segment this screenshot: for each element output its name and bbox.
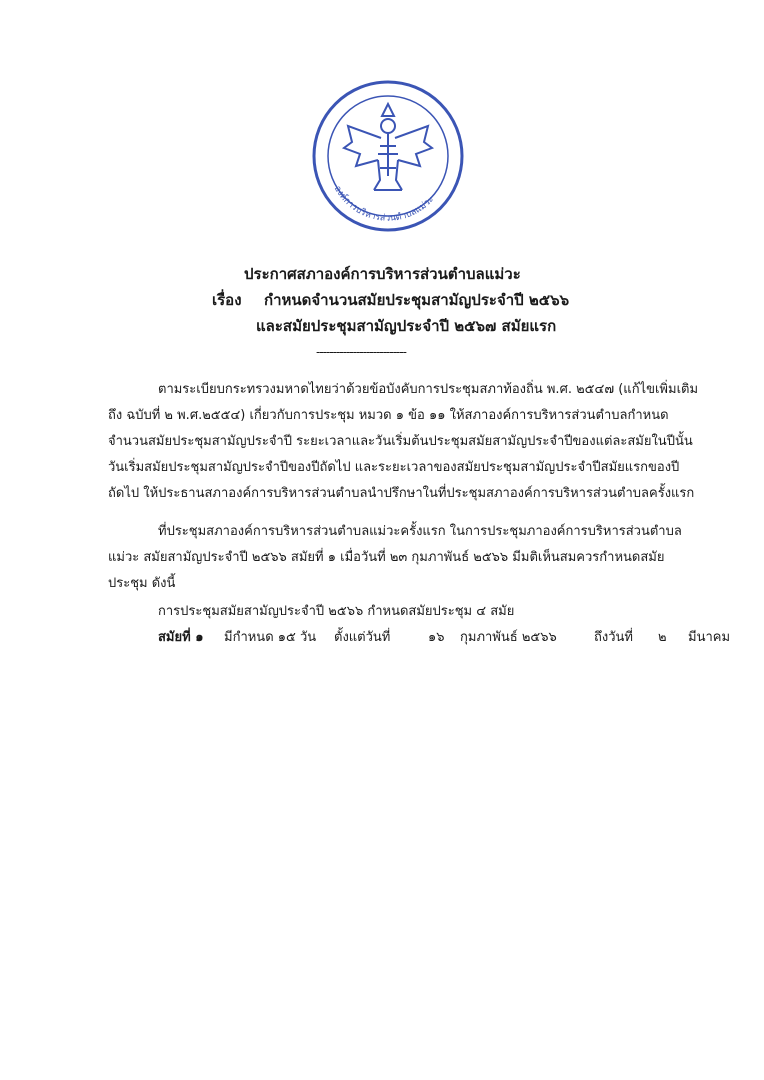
- subject-text-line2: และสมัยประชุมสามัญประจำปี ๒๕๖๗ สมัยแรก: [256, 317, 557, 335]
- session-to-day: ๒: [658, 630, 667, 645]
- announcement-title: ประกาศสภาองค์การบริหารส่วนตำบลแม่วะ: [244, 265, 521, 283]
- session-label: สมัยที่ ๑: [158, 630, 204, 645]
- session-to-label: ถึงวันที่: [594, 630, 633, 645]
- svg-text:องค์การบริหารส่วนตำบลแม่วะ: องค์การบริหารส่วนตำบลแม่วะ: [331, 184, 437, 224]
- session-duration: มีกำหนด ๑๕ วัน: [224, 630, 317, 645]
- subject-text: กำหนดจำนวนสมัยประชุมสามัญประจำปี ๒๕๖๖: [264, 291, 570, 309]
- session-to-month: มีนาคม: [688, 630, 731, 645]
- paragraph-1-line: วันเริ่มสมัยประชุมสามัญประจำปีของปีถัดไป และระยะเวลาของสมัยประชุมสามัญประจำปีสมัยแรกของปี: [108, 460, 680, 475]
- paragraph-2-line: ประชุม ดังนี้: [108, 576, 176, 591]
- paragraph-2-line: ที่ประชุมสภาองค์การบริหารส่วนตำบลแม่วะครั้งแรก ในการประชุมภาองค์การบริหารส่วนตำบล: [158, 524, 682, 539]
- paragraph-1-line: ตามระเบียบกระทรวงมหาดไทยว่าด้วยข้อบังคับการประชุมสภาท้องถิ่น พ.ศ. ๒๕๔๗ (แก้ไขเพิ่มเติม: [158, 382, 699, 397]
- paragraph-1-line: จำนวนสมัยประชุมสามัญประจำปี ระยะเวลาและวันเริ่มต้นประชุมสมัยสามัญประจำปีของแต่ละสมัยในปีนั้น: [108, 434, 693, 449]
- section-2566-heading: การประชุมสมัยสามัญประจำปี ๒๕๖๖ กำหนดสมัยประชุม ๔ สมัย: [158, 604, 515, 619]
- paragraph-2-line: แม่วะ สมัยสามัญประจำปี ๒๕๖๖ สมัยที่ ๑ เมื่อวันที่ ๒๓ กุมภาพันธ์ ๒๕๖๖ มีมติเห็นสมควรกำหนดสมัย: [108, 550, 665, 565]
- paragraph-1-line: ถึง ฉบับที่ ๒ พ.ศ.๒๕๕๔) เกี่ยวกับการประชุม หมวด ๑ ข้อ ๑๑ ให้สภาองค์การบริหารส่วนตำบลกำหนด: [108, 408, 669, 423]
- garuda-seal-icon: [308, 76, 468, 236]
- subject-label: เรื่อง: [212, 291, 242, 309]
- paragraph-1-line: ถัดไป ให้ประธานสภาองค์การบริหารส่วนตำบลนำปรึกษาในที่ประชุมสภาองค์การบริหารส่วนตำบลครั้งแรก: [108, 486, 695, 501]
- title-separator: ---------------------------: [316, 345, 406, 359]
- session-from-month: กุมภาพันธ์ ๒๕๖๖: [460, 630, 557, 645]
- session-from-label: ตั้งแต่วันที่: [334, 630, 391, 645]
- session-from-day: ๑๖: [428, 630, 445, 645]
